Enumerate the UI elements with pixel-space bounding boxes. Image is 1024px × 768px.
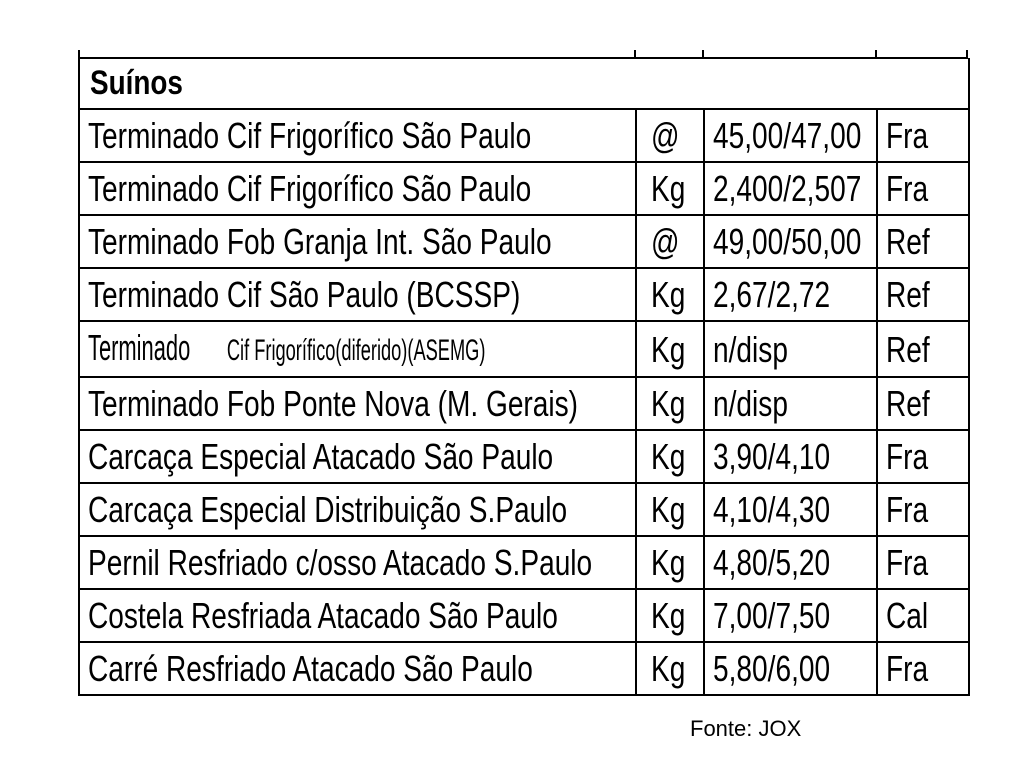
price-cell: 4,80/5,20 bbox=[704, 536, 877, 589]
top-tick bbox=[634, 50, 636, 58]
description-text bbox=[88, 322, 558, 376]
unit-cell: Kg bbox=[636, 536, 704, 589]
trend-cell: Fra bbox=[877, 430, 969, 483]
trend-cell: Ref bbox=[877, 268, 969, 321]
price-cell: 5,80/6,00 bbox=[704, 642, 877, 695]
top-tick bbox=[875, 50, 877, 58]
description-head: Terminado bbox=[88, 327, 191, 368]
trend-cell: Cal bbox=[877, 589, 969, 642]
description-cell: Terminado Fob Ponte Nova (M. Gerais) bbox=[79, 377, 636, 430]
price-cell: 7,00/7,50 bbox=[704, 589, 877, 642]
table-row bbox=[79, 321, 969, 377]
price-table bbox=[78, 58, 970, 696]
section-title: Suínos bbox=[79, 58, 969, 109]
description-cell: Terminado Cif Frigorífico São Paulo bbox=[79, 109, 636, 162]
description-cell: Carré Resfriado Atacado São Paulo bbox=[79, 642, 636, 695]
price-cell: 2,67/2,72 bbox=[704, 268, 877, 321]
description-cell: Terminado Cif Frigorífico São Paulo bbox=[79, 162, 636, 215]
price-cell: 3,90/4,10 bbox=[704, 430, 877, 483]
description-cell: Costela Resfriada Atacado São Paulo bbox=[79, 589, 636, 642]
table-row bbox=[79, 589, 969, 642]
trend-cell: Fra bbox=[877, 109, 969, 162]
table-row bbox=[79, 377, 969, 430]
trend-cell: Ref bbox=[877, 321, 969, 377]
trend-cell: Fra bbox=[877, 162, 969, 215]
unit-cell: @ bbox=[636, 109, 704, 162]
unit-cell: Kg bbox=[636, 162, 704, 215]
table-row bbox=[79, 109, 969, 162]
top-tick bbox=[78, 50, 80, 58]
price-cell: 2,400/2,507 bbox=[704, 162, 877, 215]
price-cell: n/disp bbox=[704, 377, 877, 430]
unit-cell: @ bbox=[636, 215, 704, 268]
unit-cell: Kg bbox=[636, 268, 704, 321]
description-cell: Terminado Cif São Paulo (BCSSP) bbox=[79, 268, 636, 321]
table-row bbox=[79, 536, 969, 589]
unit-cell: Kg bbox=[636, 377, 704, 430]
trend-cell: Fra bbox=[877, 642, 969, 695]
trend-cell: Ref bbox=[877, 377, 969, 430]
table-row bbox=[79, 642, 969, 695]
table-row bbox=[79, 215, 969, 268]
unit-cell: Kg bbox=[636, 642, 704, 695]
unit-cell: Kg bbox=[636, 430, 704, 483]
unit-cell: Kg bbox=[636, 483, 704, 536]
top-tick bbox=[966, 50, 968, 58]
description-cell: Carcaça Especial Distribuição S.Paulo bbox=[79, 483, 636, 536]
table-top-border bbox=[78, 50, 968, 58]
table-row bbox=[79, 162, 969, 215]
table-row bbox=[79, 483, 969, 536]
description-tail: Cif Frigorífico(diferido)(ASEMG) bbox=[226, 334, 486, 367]
table-row bbox=[79, 430, 969, 483]
section-header-row bbox=[79, 58, 969, 109]
top-tick bbox=[702, 50, 704, 58]
description-cell: Pernil Resfriado c/osso Atacado S.Paulo bbox=[79, 536, 636, 589]
trend-cell: Fra bbox=[877, 483, 969, 536]
table-row bbox=[79, 268, 969, 321]
description-cell: Carcaça Especial Atacado São Paulo bbox=[79, 430, 636, 483]
unit-cell: Kg bbox=[636, 589, 704, 642]
description-cell: Terminado Fob Granja Int. São Paulo bbox=[79, 215, 636, 268]
price-cell: 49,00/50,00 bbox=[704, 215, 877, 268]
description-cell bbox=[79, 321, 636, 377]
price-cell: n/disp bbox=[704, 321, 877, 377]
unit-cell: Kg bbox=[636, 321, 704, 377]
trend-cell: Fra bbox=[877, 536, 969, 589]
source-caption: Fonte: JOX bbox=[690, 716, 802, 741]
price-cell: 45,00/47,00 bbox=[704, 109, 877, 162]
price-cell: 4,10/4,30 bbox=[704, 483, 877, 536]
trend-cell: Ref bbox=[877, 215, 969, 268]
